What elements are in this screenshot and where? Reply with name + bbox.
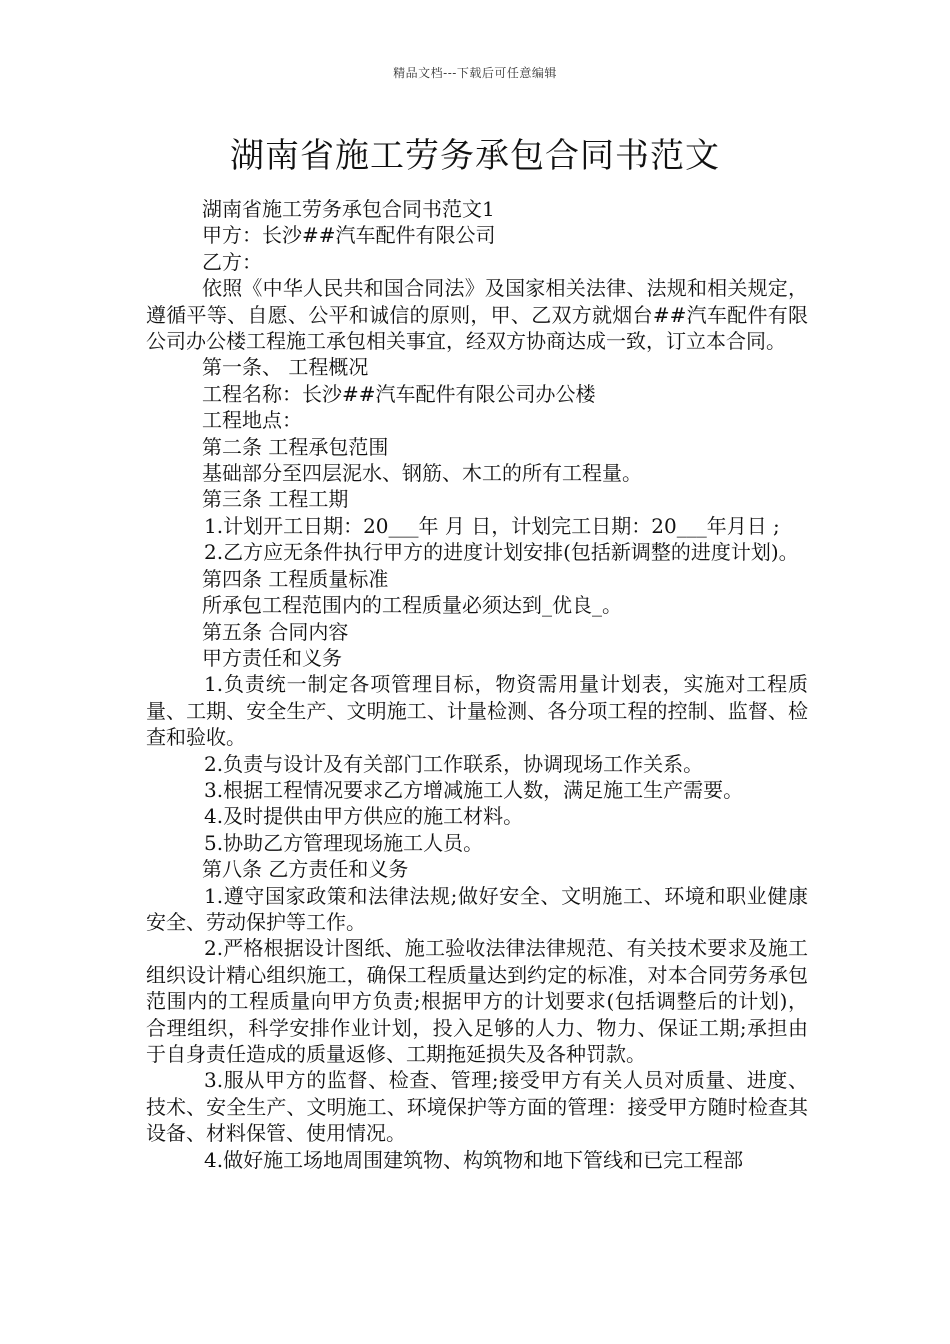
paragraph: 3.服从甲方的监督、检查、管理;接受甲方有关人员对质量、进度、技术、安全生产、文明施工、环境保护等方面的管理：接受甲方随时检查其设备、材料保管、使用情况。 bbox=[146, 1068, 808, 1146]
paragraph: 第三条 工程工期 bbox=[202, 487, 349, 512]
paragraph: 第一条、 工程概况 bbox=[202, 355, 369, 380]
paragraph: 4.及时提供由甲方供应的施工材料。 bbox=[204, 804, 524, 829]
header-note: 精品文档---下载后可任意编辑 bbox=[393, 66, 557, 80]
paragraph: 4.做好施工场地周围建筑物、构筑物和地下管线和已完工程部 bbox=[204, 1147, 744, 1172]
paragraph: 2.乙方应无条件执行甲方的进度计划安排(包括新调整的进度计划)。 bbox=[204, 540, 799, 565]
paragraph: 1.计划开工日期：20___年 月 日，计划完工日期：20___年月日 ; bbox=[204, 513, 780, 538]
paragraph: 3.根据工程情况要求乙方增减施工人数，满足施工生产需要。 bbox=[204, 777, 744, 802]
paragraph: 所承包工程范围内的工程质量必须达到_优良_。 bbox=[202, 593, 622, 618]
paragraph: 2.负责与设计及有关部门工作联系，协调现场工作关系。 bbox=[204, 751, 704, 776]
paragraph: 甲方：长沙##汽车配件有限公司 bbox=[202, 223, 496, 248]
paragraph: 乙方： bbox=[202, 249, 262, 274]
paragraph: 工程名称：长沙##汽车配件有限公司办公楼 bbox=[202, 381, 596, 406]
paragraph: 5.协助乙方管理现场施工人员。 bbox=[204, 830, 484, 855]
paragraph: 第二条 工程承包范围 bbox=[202, 434, 389, 459]
paragraph: 1.遵守国家政策和法律法规;做好安全、文明施工、环境和职业健康安全、劳动保护等工作。 bbox=[146, 883, 808, 934]
paragraph: 基础部分至四层泥水、钢筋、木工的所有工程量。 bbox=[202, 461, 642, 486]
document-title: 湖南省施工劳务承包合同书范文 bbox=[230, 136, 720, 176]
paragraph: 1.负责统一制定各项管理目标，物资需用量计划表，实施对工程质量、工期、安全生产、文明施工、计量检测、各分项工程的控制、监督、检查和验收。 bbox=[146, 672, 808, 750]
paragraph: 第八条 乙方责任和义务 bbox=[202, 857, 409, 882]
paragraph: 依照《中华人民共和国合同法》及国家相关法律、法规和相关规定，遵循平等、自愿、公平和诚信的原则，甲、乙双方就烟台##汽车配件有限公司办公楼工程施工承包相关事宜，经双方协商达成一致，订立本合同。 bbox=[146, 276, 808, 354]
paragraph: 甲方责任和义务 bbox=[202, 645, 342, 670]
paragraph: 湖南省施工劳务承包合同书范文1 bbox=[202, 197, 495, 221]
paragraph: 第五条 合同内容 bbox=[202, 619, 349, 644]
paragraph: 第四条 工程质量标准 bbox=[202, 566, 389, 591]
document-body bbox=[146, 196, 808, 1173]
paragraph: 工程地点： bbox=[202, 408, 302, 433]
paragraph: 2.严格根据设计图纸、施工验收法律法律规范、有关技术要求及施工组织设计精心组织施工，确保工程质量达到约定的标准，对本合同劳务承包范围内的工程质量向甲方负责;根据甲方的计划要求(包括调整后的计划)，合理组织，科学安排作业计划，投入足够的人力、物力、保证工期;承担由于自身责任造成的质量返修、工期拖延损失及各种罚款。 bbox=[146, 936, 808, 1066]
